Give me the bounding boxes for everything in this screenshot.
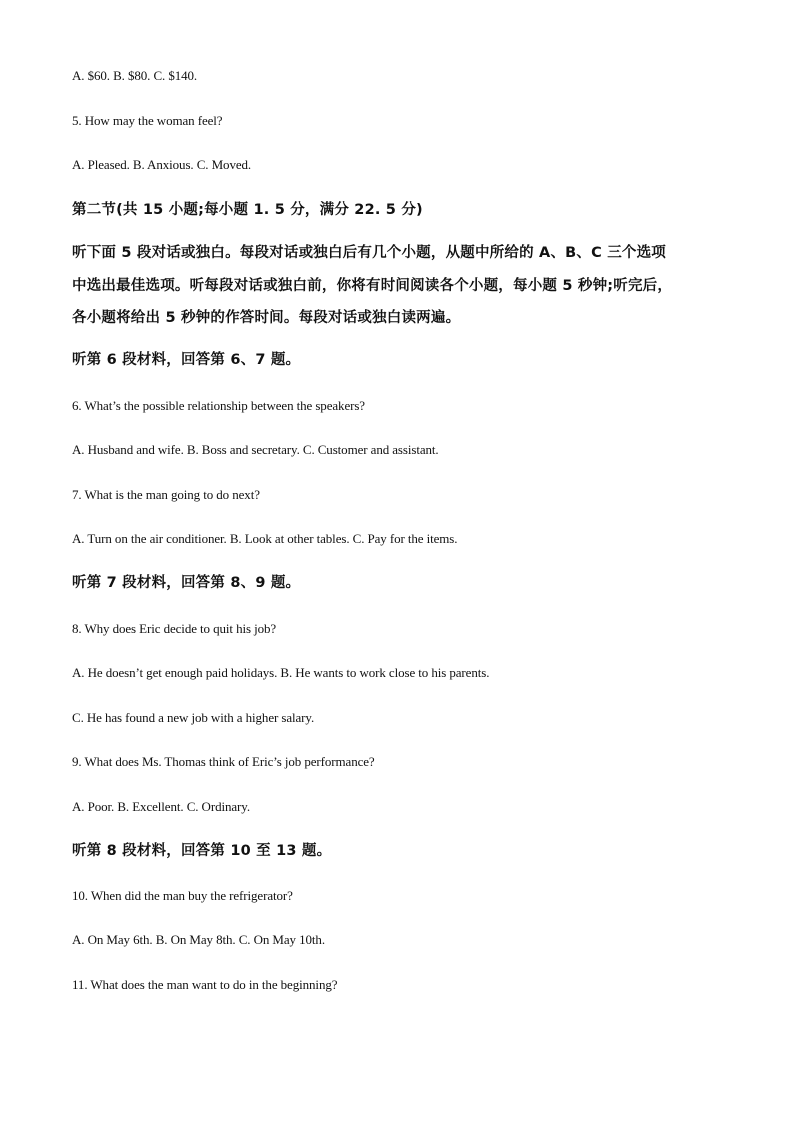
q11-question: 11. What does the man want to do in the beginning?: [72, 977, 338, 992]
q6-options: A. Husband and wife. B. Boss and secretary. C. Customer and assistant.: [72, 442, 439, 457]
instructions-line-1: 听下面 5 段对话或独白。每段对话或独白后有几个小题，从题中所给的 A、B、C 三个选项: [72, 245, 666, 261]
instructions-line-2: 中选出最佳选项。听每段对话或独白前，你将有时间阅读各个小题，每小题 5 秒钟;听完后，: [72, 278, 673, 294]
q6-question: 6. What’s the possible relationship between the speakers?: [72, 398, 365, 413]
q8-options-ab: A. He doesn’t get enough paid holidays. B. He wants to work close to his parents.: [72, 665, 490, 680]
q9-question: 9. What does Ms. Thomas think of Eric’s job performance?: [72, 754, 375, 769]
material-7-heading: 听第 7 段材料，回答第 8、9 题。: [72, 575, 301, 591]
instructions-line-3: 各小题将给出 5 秒钟的作答时间。每段对话或独白读两遍。: [72, 310, 461, 326]
q5-question: 5. How may the woman feel?: [72, 113, 223, 128]
q10-options: A. On May 6th. B. On May 8th. C. On May 10th.: [72, 932, 325, 947]
q4-options: A. $60. B. $80. C. $140.: [72, 68, 198, 83]
q8-question: 8. Why does Eric decide to quit his job?: [72, 621, 277, 636]
material-6-heading: 听第 6 段材料，回答第 6、7 题。: [72, 352, 301, 368]
q8-option-c: C. He has found a new job with a higher salary.: [72, 710, 315, 725]
section-two-heading: 第二节(共 15 小题;每小题 1. 5 分，满分 22. 5 分): [72, 202, 423, 218]
q10-question: 10. When did the man buy the refrigerator?: [72, 888, 293, 903]
q7-options: A. Turn on the air conditioner. B. Look at other tables. C. Pay for the items.: [72, 531, 458, 546]
q5-options: A. Pleased. B. Anxious. C. Moved.: [72, 157, 252, 172]
material-8-heading: 听第 8 段材料，回答第 10 至 13 题。: [72, 843, 332, 859]
q9-options: A. Poor. B. Excellent. C. Ordinary.: [72, 799, 250, 814]
q7-question: 7. What is the man going to do next?: [72, 487, 260, 502]
